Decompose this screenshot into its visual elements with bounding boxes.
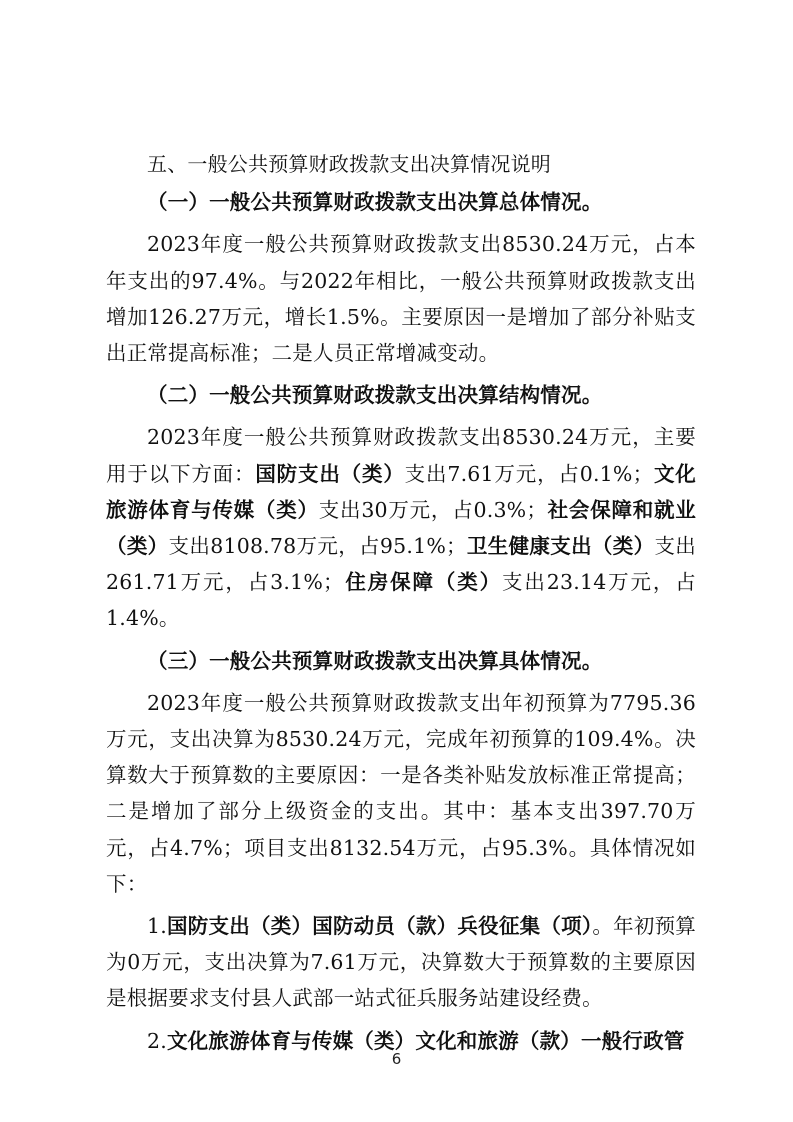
subsection-1-body: 2023年度一般公共预算财政拨款支出8530.24万元，占本年支出的97.4%。与2022年相比，一般公共预算财政拨款支出增加126.27万元，增长1.5%。主要原因一是增加了部分补贴支出正常提高标准；二是人员正常增减变动。 — [106, 232, 696, 366]
category-social-security-label: 社会保障和就业（类） — [106, 497, 696, 559]
subsection-3-body: 2023年度一般公共预算财政拨款支出年初预算为7795.36万元，支出决算为8530.24万元，完成年初预算的109.4%。决算数大于预算数的主要原因：一是各类补贴发放标准正常提高；二是增加了部分上级资金的支出。其中：基本支出397.70万元，占4.7%；项目支出8132.54万元，占95.3%。具体情况如下： — [106, 690, 696, 896]
detail-item-1-label: 国防支出（类）国防动员（款）兵役征集（项） — [166, 914, 593, 939]
category-culture-label: 文化旅游体育与传媒（类） — [106, 461, 696, 522]
category-defense-text: 支出7.61万元，占0.1%； — [404, 461, 654, 486]
category-culture-text: 支出30万元，占0.3%； — [318, 497, 548, 522]
category-housing-label: 住房保障（类） — [343, 570, 503, 595]
page-content — [106, 146, 696, 1059]
page-number: 6 — [391, 1050, 402, 1068]
detail-item-2-label: 文化旅游体育与传媒（类）文化和旅游（款）一般行政管 — [166, 1028, 685, 1053]
subsection-2-title: （二）一般公共预算财政拨款支出决算结构情况。 — [147, 383, 603, 408]
subsection-3-title: （三）一般公共预算财政拨款支出决算具体情况。 — [147, 648, 603, 673]
category-housing-text: 支出23.14万元，占1.4%。 — [106, 570, 696, 631]
detail-item-1-text: 。年初预算为0万元，支出决算为7.61万元，决算数大于预算数的主要原因是根据要求支付县人武部一站式征兵服务站建设经费。 — [106, 914, 697, 1011]
detail-item-1-number: 1. — [147, 914, 167, 939]
detail-item-1 — [106, 908, 696, 1017]
category-social-security-text: 支出8108.78万元，占95.1%； — [168, 534, 467, 559]
category-health-text: 支出261.71万元，占3.1%； — [106, 534, 696, 595]
section-heading: 五、一般公共预算财政拨款支出决算情况说明 — [147, 152, 551, 176]
category-defense-label: 国防支出（类） — [255, 461, 405, 486]
category-health-label: 卫生健康支出（类） — [466, 534, 655, 559]
subsection-2-body — [106, 419, 696, 636]
subsection-2-intro: 2023年度一般公共预算财政拨款支出8530.24万元，主要用于以下方面： — [106, 425, 696, 486]
detail-item-2-number: 2. — [147, 1028, 167, 1053]
subsection-1-title: （一）一般公共预算财政拨款支出决算总体情况。 — [147, 190, 603, 215]
